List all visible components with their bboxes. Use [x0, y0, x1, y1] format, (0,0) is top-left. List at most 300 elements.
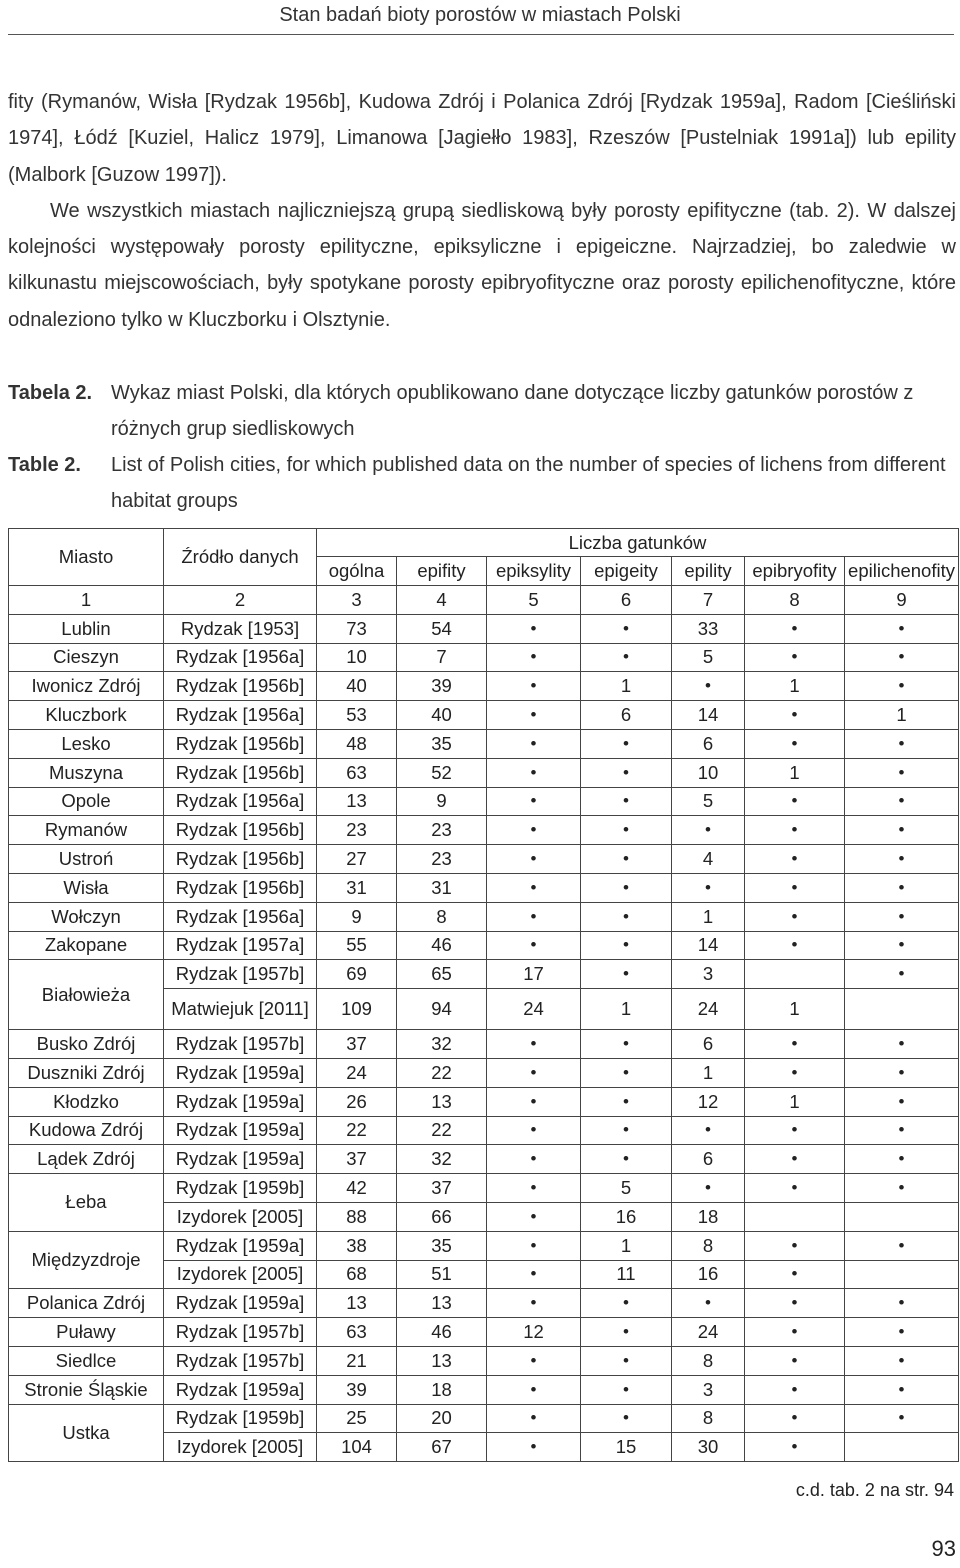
species-count-cell: 54	[397, 614, 487, 643]
species-count-cell: 33	[672, 614, 745, 643]
table-row	[9, 729, 959, 758]
city-cell: Lublin	[9, 614, 164, 643]
presence-dot-cell: •	[845, 1318, 959, 1347]
species-count-cell	[745, 1202, 845, 1231]
column-number-cell: 2	[164, 586, 317, 615]
presence-dot-cell: •	[487, 1202, 581, 1231]
presence-dot-cell: •	[845, 1404, 959, 1433]
column-number-cell: 6	[581, 586, 672, 615]
species-count-cell: 13	[397, 1346, 487, 1375]
table-row	[9, 960, 959, 989]
presence-dot-cell: •	[745, 902, 845, 931]
source-cell: Rydzak [1956b]	[164, 672, 317, 701]
source-cell: Rydzak [1953]	[164, 614, 317, 643]
species-count-cell: 26	[317, 1087, 397, 1116]
column-number-cell: 5	[487, 586, 581, 615]
species-count-cell: 30	[672, 1433, 745, 1462]
table-row	[9, 701, 959, 730]
species-count-cell: 1	[581, 1231, 672, 1260]
species-count-cell: 1	[745, 758, 845, 787]
species-count-cell: 51	[397, 1260, 487, 1289]
presence-dot-cell: •	[845, 931, 959, 960]
presence-dot-cell: •	[845, 1346, 959, 1375]
running-header-title: Stan badań bioty porostów w miastach Polski	[279, 4, 681, 26]
presence-dot-cell: •	[487, 902, 581, 931]
presence-dot-cell: •	[487, 643, 581, 672]
presence-dot-cell: •	[581, 1404, 672, 1433]
species-count-cell: 88	[317, 1202, 397, 1231]
presence-dot-cell: •	[487, 873, 581, 902]
city-cell: Puławy	[9, 1318, 164, 1347]
header-col-epilichenophytes: epilichenofity	[845, 557, 959, 586]
city-cell: Ustroń	[9, 845, 164, 874]
source-cell: Izydorek [2005]	[164, 1433, 317, 1462]
source-cell: Rydzak [1959a]	[164, 1087, 317, 1116]
source-cell: Rydzak [1956b]	[164, 816, 317, 845]
presence-dot-cell: •	[745, 1289, 845, 1318]
presence-dot-cell: •	[745, 787, 845, 816]
species-count-cell: 32	[397, 1030, 487, 1059]
presence-dot-cell: •	[845, 873, 959, 902]
presence-dot-cell: •	[581, 1318, 672, 1347]
source-cell: Rydzak [1956b]	[164, 873, 317, 902]
species-count-cell: 8	[397, 902, 487, 931]
species-count-cell: 4	[672, 845, 745, 874]
presence-dot-cell: •	[745, 1346, 845, 1375]
presence-dot-cell: •	[745, 1404, 845, 1433]
species-count-cell: 1	[745, 989, 845, 1030]
source-cell: Matwiejuk [2011]	[164, 989, 317, 1030]
city-cell: Wisła	[9, 873, 164, 902]
species-count-cell: 23	[397, 816, 487, 845]
caption-text-pl: Wykaz miast Polski, dla których opublikowano dane dotyczące liczby gatunków porostów z różnych grup siedliskowych	[111, 382, 914, 440]
presence-dot-cell: •	[745, 1260, 845, 1289]
city-cell: Opole	[9, 787, 164, 816]
header-col-epilites: epility	[672, 557, 745, 586]
species-count-cell: 9	[397, 787, 487, 816]
species-count-cell	[745, 960, 845, 989]
city-cell: Łeba	[9, 1174, 164, 1232]
presence-dot-cell: •	[845, 729, 959, 758]
presence-dot-cell: •	[581, 845, 672, 874]
presence-dot-cell: •	[487, 1433, 581, 1462]
species-count-cell: 109	[317, 989, 397, 1030]
presence-dot-cell: •	[845, 758, 959, 787]
column-number-cell: 9	[845, 586, 959, 615]
species-count-cell: 1	[672, 902, 745, 931]
presence-dot-cell: •	[845, 614, 959, 643]
table-row	[9, 873, 959, 902]
species-count-cell: 13	[317, 787, 397, 816]
presence-dot-cell: •	[581, 614, 672, 643]
table-row	[9, 1231, 959, 1260]
lichen-species-table	[8, 528, 959, 1462]
presence-dot-cell: •	[845, 1231, 959, 1260]
header-col-epibryophytes: epibryofity	[745, 557, 845, 586]
table-caption-pl	[8, 375, 956, 447]
species-count-cell: 23	[397, 845, 487, 874]
species-count-cell: 6	[672, 1145, 745, 1174]
source-cell: Rydzak [1957b]	[164, 1030, 317, 1059]
city-cell: Kudowa Zdrój	[9, 1116, 164, 1145]
header-city: Miasto	[9, 529, 164, 586]
presence-dot-cell: •	[845, 672, 959, 701]
presence-dot-cell: •	[487, 816, 581, 845]
header-species-count: Liczba gatunków	[317, 529, 959, 557]
species-count-cell: 1	[745, 672, 845, 701]
species-count-cell: 1	[845, 701, 959, 730]
presence-dot-cell: •	[581, 758, 672, 787]
source-cell: Rydzak [1959a]	[164, 1375, 317, 1404]
species-count-cell: 24	[672, 989, 745, 1030]
species-count-cell	[845, 1260, 959, 1289]
presence-dot-cell: •	[745, 1116, 845, 1145]
species-count-cell: 24	[317, 1058, 397, 1087]
source-cell: Rydzak [1959a]	[164, 1289, 317, 1318]
species-count-cell: 39	[397, 672, 487, 701]
presence-dot-cell: •	[672, 1289, 745, 1318]
header-col-total: ogólna	[317, 557, 397, 586]
presence-dot-cell: •	[581, 1289, 672, 1318]
source-cell: Rydzak [1957b]	[164, 1346, 317, 1375]
presence-dot-cell: •	[487, 1030, 581, 1059]
species-count-cell: 37	[397, 1174, 487, 1203]
species-count-cell: 32	[397, 1145, 487, 1174]
species-count-cell: 8	[672, 1346, 745, 1375]
source-cell: Rydzak [1959b]	[164, 1404, 317, 1433]
presence-dot-cell: •	[745, 643, 845, 672]
species-count-cell: 24	[672, 1318, 745, 1347]
presence-dot-cell: •	[845, 1289, 959, 1318]
source-cell: Rydzak [1959a]	[164, 1145, 317, 1174]
table-row	[9, 1058, 959, 1087]
source-cell: Rydzak [1959b]	[164, 1174, 317, 1203]
species-count-cell: 48	[317, 729, 397, 758]
species-count-cell: 15	[581, 1433, 672, 1462]
species-count-cell: 14	[672, 701, 745, 730]
presence-dot-cell: •	[845, 1375, 959, 1404]
presence-dot-cell: •	[745, 1231, 845, 1260]
presence-dot-cell: •	[845, 816, 959, 845]
presence-dot-cell: •	[487, 1404, 581, 1433]
species-count-cell: 53	[317, 701, 397, 730]
presence-dot-cell: •	[745, 1145, 845, 1174]
species-count-cell: 17	[487, 960, 581, 989]
page-number: 93	[931, 1536, 956, 1561]
species-count-cell: 67	[397, 1433, 487, 1462]
species-count-cell: 11	[581, 1260, 672, 1289]
presence-dot-cell: •	[845, 1174, 959, 1203]
species-count-cell: 66	[397, 1202, 487, 1231]
presence-dot-cell: •	[487, 1087, 581, 1116]
column-number-row	[9, 586, 959, 615]
header-source: Źródło danych	[164, 529, 317, 586]
species-count-cell: 52	[397, 758, 487, 787]
source-cell: Rydzak [1956a]	[164, 701, 317, 730]
city-cell: Kluczbork	[9, 701, 164, 730]
species-count-cell: 12	[487, 1318, 581, 1347]
table-row	[9, 758, 959, 787]
table-row	[9, 1346, 959, 1375]
presence-dot-cell: •	[845, 845, 959, 874]
column-number-cell: 7	[672, 586, 745, 615]
column-number-cell: 1	[9, 586, 164, 615]
species-count-cell: 25	[317, 1404, 397, 1433]
presence-dot-cell: •	[672, 816, 745, 845]
presence-dot-cell: •	[845, 902, 959, 931]
species-count-cell: 22	[397, 1116, 487, 1145]
species-count-cell: 12	[672, 1087, 745, 1116]
presence-dot-cell: •	[487, 1145, 581, 1174]
header-col-epigeites: epigeity	[581, 557, 672, 586]
species-count-cell: 104	[317, 1433, 397, 1462]
species-count-cell: 9	[317, 902, 397, 931]
city-cell: Iwonicz Zdrój	[9, 672, 164, 701]
paragraph-2: We wszystkich miastach najliczniejszą grupą siedliskową były porosty epifityczne (tab. 2). W dalszej kolejności występowały porosty epilityczne, epiksyliczne i epigeiczne. Najrzadziej, bo zaledwie w kilkunastu miejscowościach, były spotykane porosty epibryofityczne oraz porosty epilichenofityczne, które odnaleziono tylko w Kluczborku i Olsztynie.	[8, 199, 956, 331]
city-cell: Białowieża	[9, 960, 164, 1030]
species-count-cell	[845, 1433, 959, 1462]
city-cell: Siedlce	[9, 1346, 164, 1375]
presence-dot-cell: •	[581, 1116, 672, 1145]
table-row	[9, 1116, 959, 1145]
source-cell: Rydzak [1959a]	[164, 1116, 317, 1145]
presence-dot-cell: •	[845, 1058, 959, 1087]
presence-dot-cell: •	[581, 1030, 672, 1059]
presence-dot-cell: •	[581, 931, 672, 960]
species-count-cell: 65	[397, 960, 487, 989]
presence-dot-cell: •	[672, 873, 745, 902]
presence-dot-cell: •	[487, 729, 581, 758]
presence-dot-cell: •	[745, 1375, 845, 1404]
city-cell: Duszniki Zdrój	[9, 1058, 164, 1087]
presence-dot-cell: •	[487, 1346, 581, 1375]
city-cell: Stronie Śląskie	[9, 1375, 164, 1404]
presence-dot-cell: •	[672, 672, 745, 701]
source-cell: Rydzak [1956b]	[164, 845, 317, 874]
city-cell: Wołczyn	[9, 902, 164, 931]
species-count-cell: 69	[317, 960, 397, 989]
presence-dot-cell: •	[581, 787, 672, 816]
city-cell: Polanica Zdrój	[9, 1289, 164, 1318]
city-cell: Rymanów	[9, 816, 164, 845]
city-cell: Busko Zdrój	[9, 1030, 164, 1059]
table-caption-en	[8, 447, 956, 519]
presence-dot-cell: •	[581, 873, 672, 902]
presence-dot-cell: •	[845, 960, 959, 989]
species-count-cell: 18	[672, 1202, 745, 1231]
presence-dot-cell: •	[845, 1030, 959, 1059]
species-count-cell: 27	[317, 845, 397, 874]
presence-dot-cell: •	[745, 1433, 845, 1462]
source-cell: Rydzak [1957b]	[164, 1318, 317, 1347]
presence-dot-cell: •	[487, 1289, 581, 1318]
species-count-cell: 13	[317, 1289, 397, 1318]
source-cell: Rydzak [1956a]	[164, 902, 317, 931]
column-number-cell: 8	[745, 586, 845, 615]
presence-dot-cell: •	[487, 614, 581, 643]
presence-dot-cell: •	[581, 729, 672, 758]
presence-dot-cell: •	[581, 643, 672, 672]
presence-dot-cell: •	[845, 1087, 959, 1116]
presence-dot-cell: •	[581, 816, 672, 845]
presence-dot-cell: •	[745, 845, 845, 874]
city-cell: Kłodzko	[9, 1087, 164, 1116]
city-cell: Cieszyn	[9, 643, 164, 672]
source-cell: Rydzak [1957b]	[164, 960, 317, 989]
species-count-cell: 8	[672, 1231, 745, 1260]
species-count-cell: 55	[317, 931, 397, 960]
species-count-cell: 37	[317, 1145, 397, 1174]
presence-dot-cell: •	[487, 1058, 581, 1087]
presence-dot-cell: •	[745, 1174, 845, 1203]
species-count-cell: 37	[317, 1030, 397, 1059]
presence-dot-cell: •	[487, 787, 581, 816]
species-count-cell: 68	[317, 1260, 397, 1289]
presence-dot-cell: •	[487, 1375, 581, 1404]
species-count-cell: 63	[317, 1318, 397, 1347]
presence-dot-cell: •	[745, 931, 845, 960]
caption-label-pl: Tabela 2.	[8, 382, 93, 404]
species-count-cell: 16	[581, 1202, 672, 1231]
table-row	[9, 643, 959, 672]
species-count-cell: 10	[317, 643, 397, 672]
presence-dot-cell: •	[487, 672, 581, 701]
running-header	[0, 0, 960, 34]
presence-dot-cell: •	[487, 701, 581, 730]
species-count-cell: 35	[397, 729, 487, 758]
city-cell: Zakopane	[9, 931, 164, 960]
species-count-cell: 31	[397, 873, 487, 902]
table-row	[9, 1289, 959, 1318]
source-cell: Rydzak [1956b]	[164, 758, 317, 787]
city-cell: Lesko	[9, 729, 164, 758]
species-count-cell: 6	[581, 701, 672, 730]
source-cell: Rydzak [1957a]	[164, 931, 317, 960]
species-count-cell: 5	[672, 787, 745, 816]
species-count-cell: 24	[487, 989, 581, 1030]
species-count-cell: 35	[397, 1231, 487, 1260]
source-cell: Rydzak [1956a]	[164, 787, 317, 816]
presence-dot-cell: •	[487, 931, 581, 960]
species-count-cell: 23	[317, 816, 397, 845]
presence-dot-cell: •	[487, 1174, 581, 1203]
presence-dot-cell: •	[745, 701, 845, 730]
source-cell: Rydzak [1956b]	[164, 729, 317, 758]
caption-text-en: List of Polish cities, for which published data on the number of species of lichens from different habitat groups	[111, 454, 946, 512]
species-count-cell: 22	[317, 1116, 397, 1145]
city-cell: Międzyzdroje	[9, 1231, 164, 1289]
presence-dot-cell: •	[487, 845, 581, 874]
table-row	[9, 1318, 959, 1347]
table-row	[9, 1145, 959, 1174]
table-row	[9, 1087, 959, 1116]
paragraph-1: fity (Rymanów, Wisła [Rydzak 1956b], Kudowa Zdrój i Polanica Zdrój [Rydzak 1959a], Radom [Cieśliński 1974], Łódź [Kuziel, Halicz 1979], Limanowa [Jagiełło 1983], Rzeszów [Pustelniak 1991a]) lub epility (Malbork [Guzow 1997]).	[8, 91, 956, 186]
species-count-cell: 6	[672, 729, 745, 758]
table-row	[9, 1030, 959, 1059]
species-count-cell: 13	[397, 1289, 487, 1318]
presence-dot-cell: •	[745, 816, 845, 845]
species-count-cell: 7	[397, 643, 487, 672]
species-count-cell: 21	[317, 1346, 397, 1375]
presence-dot-cell: •	[487, 1231, 581, 1260]
presence-dot-cell: •	[581, 960, 672, 989]
header-rule	[8, 34, 954, 35]
presence-dot-cell: •	[581, 1346, 672, 1375]
city-cell: Muszyna	[9, 758, 164, 787]
table-continuation-note: c.d. tab. 2 na str. 94	[795, 1480, 954, 1500]
city-cell: Lądek Zdrój	[9, 1145, 164, 1174]
presence-dot-cell: •	[581, 1145, 672, 1174]
presence-dot-cell: •	[581, 1087, 672, 1116]
column-number-cell: 3	[317, 586, 397, 615]
source-cell: Rydzak [1959a]	[164, 1231, 317, 1260]
species-count-cell: 39	[317, 1375, 397, 1404]
species-count-cell: 1	[581, 989, 672, 1030]
species-count-cell: 73	[317, 614, 397, 643]
species-count-cell	[845, 989, 959, 1030]
species-count-cell	[845, 1202, 959, 1231]
species-count-cell: 38	[317, 1231, 397, 1260]
presence-dot-cell: •	[581, 1375, 672, 1404]
column-number-cell: 4	[397, 586, 487, 615]
species-count-cell: 5	[581, 1174, 672, 1203]
presence-dot-cell: •	[745, 1318, 845, 1347]
table-row	[9, 1174, 959, 1203]
presence-dot-cell: •	[745, 614, 845, 643]
source-cell: Rydzak [1956a]	[164, 643, 317, 672]
presence-dot-cell: •	[487, 1116, 581, 1145]
presence-dot-cell: •	[487, 1260, 581, 1289]
species-count-cell: 3	[672, 960, 745, 989]
species-count-cell: 1	[581, 672, 672, 701]
species-count-cell: 16	[672, 1260, 745, 1289]
table-row	[9, 672, 959, 701]
species-count-cell: 10	[672, 758, 745, 787]
presence-dot-cell: •	[581, 1058, 672, 1087]
species-count-cell: 46	[397, 931, 487, 960]
species-count-cell: 1	[745, 1087, 845, 1116]
table-body	[9, 614, 959, 1461]
presence-dot-cell: •	[845, 787, 959, 816]
presence-dot-cell: •	[581, 902, 672, 931]
presence-dot-cell: •	[845, 1116, 959, 1145]
table-row	[9, 816, 959, 845]
presence-dot-cell: •	[745, 729, 845, 758]
table-row	[9, 931, 959, 960]
table-row	[9, 1375, 959, 1404]
species-count-cell: 14	[672, 931, 745, 960]
city-cell: Ustka	[9, 1404, 164, 1462]
caption-label-en: Table 2.	[8, 454, 81, 476]
header-col-epixylites: epiksylity	[487, 557, 581, 586]
species-count-cell: 1	[672, 1058, 745, 1087]
species-count-cell: 46	[397, 1318, 487, 1347]
species-count-cell: 40	[397, 701, 487, 730]
table-row	[9, 787, 959, 816]
presence-dot-cell: •	[672, 1116, 745, 1145]
species-count-cell: 18	[397, 1375, 487, 1404]
body-text	[8, 84, 956, 338]
species-count-cell: 94	[397, 989, 487, 1030]
presence-dot-cell: •	[745, 1030, 845, 1059]
source-cell: Izydorek [2005]	[164, 1202, 317, 1231]
species-count-cell: 13	[397, 1087, 487, 1116]
species-count-cell: 3	[672, 1375, 745, 1404]
header-col-epiphytes: epifity	[397, 557, 487, 586]
source-cell: Rydzak [1959a]	[164, 1058, 317, 1087]
presence-dot-cell: •	[845, 1145, 959, 1174]
table-row	[9, 1404, 959, 1433]
